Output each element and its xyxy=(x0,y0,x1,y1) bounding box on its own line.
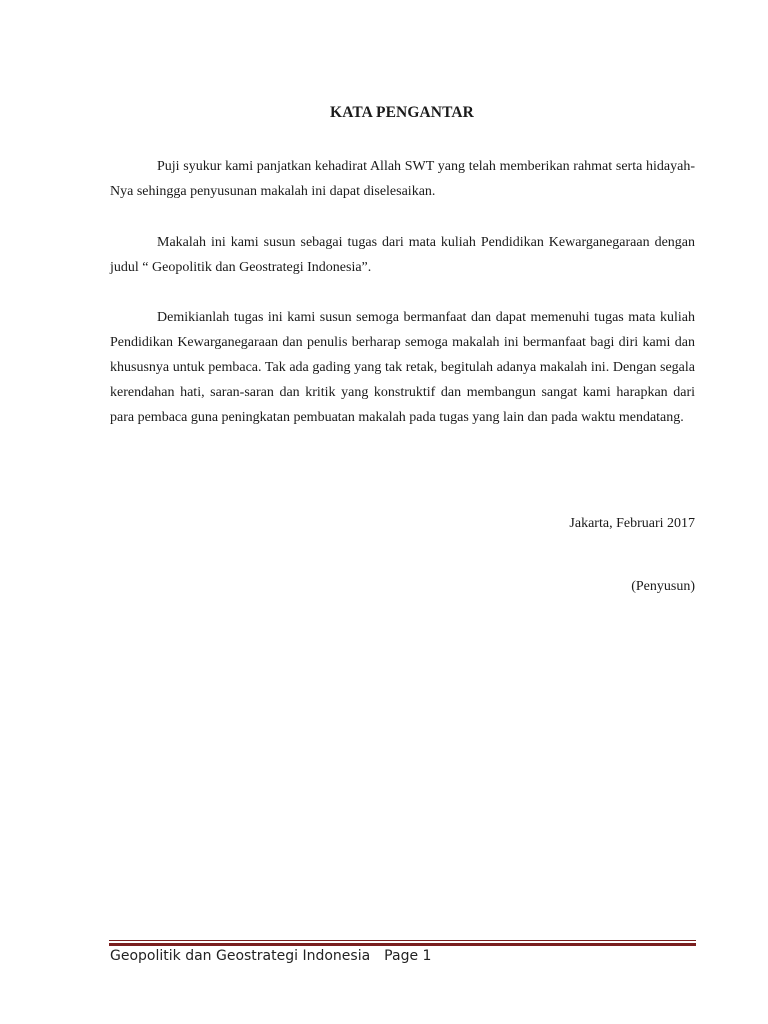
author-signature: (Penyusun) xyxy=(631,579,695,594)
paragraph-2: Makalah ini kami susun sebagai tugas dari mata kuliah Pendidikan Kewarganegaraan dengan judul “ Geopolitik dan Geostrategi Indonesia”. xyxy=(110,235,695,275)
page-title: KATA PENGANTAR xyxy=(330,104,474,121)
footer-rule-thick xyxy=(109,943,696,946)
place-date: Jakarta, Februari 2017 xyxy=(569,516,695,531)
page-number: Page 1 xyxy=(384,948,432,964)
footer-rule-thin xyxy=(109,940,696,941)
paragraph-1: Puji syukur kami panjatkan kehadirat Allah SWT yang telah memberikan rahmat serta hidayah-Nya sehingga penyusunan makalah ini dapat diselesaikan. xyxy=(110,159,695,199)
footer-title: Geopolitik dan Geostrategi Indonesia xyxy=(110,948,371,964)
page-footer xyxy=(110,948,431,964)
paragraph-3: Demikianlah tugas ini kami susun semoga bermanfaat dan dapat memenuhi tugas mata kuliah Pendidikan Kewarganegaraan dan penulis berharap semoga makalah ini bermanfaat bagi diri kami dan khususnya untuk pembaca. Tak ada gading yang tak retak, begitulah adanya makalah ini. Dengan segala kerendahan hati, saran-saran dan kritik yang konstruktif dan membangun sangat kami harapkan dari para pembaca guna peningkatan pembuatan makalah pada tugas yang lain dan pada waktu mendatang. xyxy=(110,310,695,425)
